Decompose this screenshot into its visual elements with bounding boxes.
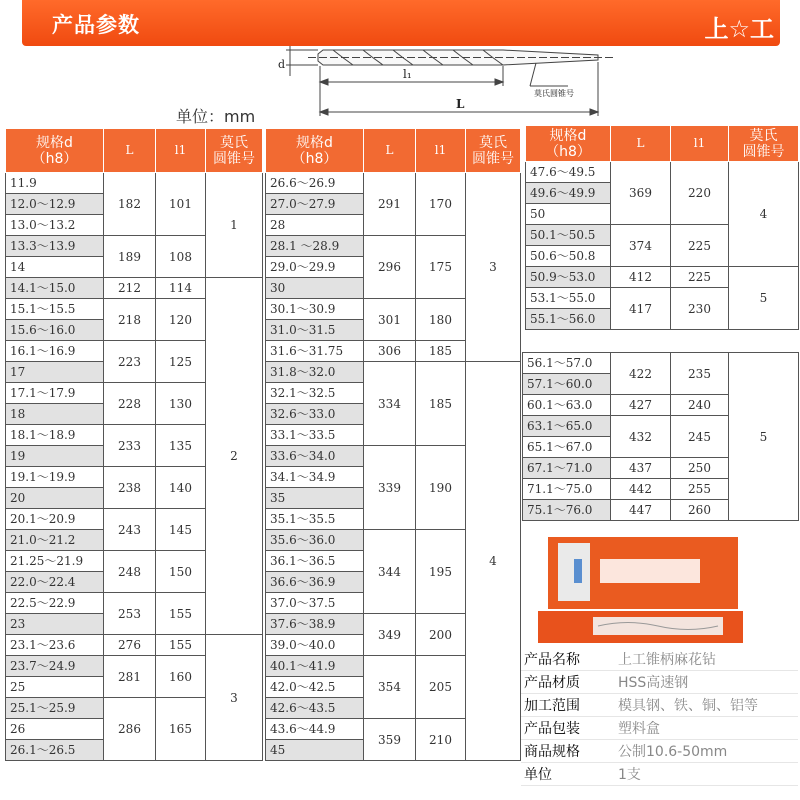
length-cell: 427 [611, 395, 671, 416]
spec-cell: 14.1～15.0 [6, 278, 104, 299]
length-cell: 412 [611, 267, 671, 288]
length-cell: 447 [611, 500, 671, 521]
spec-cell: 28.1 ～28.9 [266, 236, 364, 257]
spec-cell: 25 [6, 677, 104, 698]
spec-cell: 19.1～19.9 [6, 467, 104, 488]
spec-cell: 11.9 [6, 173, 104, 194]
spec-cell: 15.6～16.0 [6, 320, 104, 341]
length-cell: 359 [364, 719, 416, 761]
table-row [526, 162, 799, 183]
spec-cell: 12.0～12.9 [6, 194, 104, 215]
info-row [521, 648, 798, 671]
col-header-L: L [611, 126, 671, 162]
info-label: 加工范围 [524, 698, 580, 714]
length-cell: 306 [364, 341, 416, 362]
length-cell: 218 [104, 299, 156, 341]
taper-label: 莫氏圆锥号 [534, 89, 574, 98]
flute-length-cell: 190 [416, 446, 466, 530]
info-row [521, 694, 798, 717]
table-row [6, 635, 263, 656]
spec-cell: 35 [266, 488, 364, 509]
d-label: d [278, 58, 286, 71]
spec-cell: 36.6～36.9 [266, 572, 364, 593]
col-header-morse: 莫氏 圆锥号 [466, 129, 521, 173]
spec-cell: 13.0～13.2 [6, 215, 104, 236]
length-cell: 437 [611, 458, 671, 479]
col-header-l1: l1 [416, 129, 466, 173]
flute-length-cell: 230 [671, 288, 729, 330]
flute-length-cell: 255 [671, 479, 729, 500]
spec-cell: 34.1～34.9 [266, 467, 364, 488]
spec-cell: 42.6～43.5 [266, 698, 364, 719]
spec-cell: 25.1～25.9 [6, 698, 104, 719]
flute-length-cell: 175 [416, 236, 466, 299]
flute-length-cell: 260 [671, 500, 729, 521]
length-cell: 248 [104, 551, 156, 593]
morse-taper-cell: 5 [729, 353, 799, 521]
info-value: 上工锥柄麻花钻 [618, 652, 716, 668]
spec-cell: 55.1～56.0 [526, 309, 611, 330]
flute-length-cell: 170 [416, 173, 466, 236]
col-header-spec: 规格d （h8） [266, 129, 364, 173]
morse-taper-cell: 1 [206, 173, 263, 278]
spec-cell: 26.6～26.9 [266, 173, 364, 194]
spec-cell: 21.0～21.2 [6, 530, 104, 551]
morse-taper-cell: 5 [729, 267, 799, 330]
flute-length-cell: 180 [416, 299, 466, 341]
spec-cell: 42.0～42.5 [266, 677, 364, 698]
morse-taper-cell: 4 [466, 362, 521, 761]
length-cell: 243 [104, 509, 156, 551]
spec-cell: 45 [266, 740, 364, 761]
morse-taper-cell: 2 [206, 278, 263, 635]
flute-length-cell: 120 [156, 299, 206, 341]
flute-length-cell: 185 [416, 362, 466, 446]
col-header-l1: l1 [156, 129, 206, 173]
spec-cell: 53.1～55.0 [526, 288, 611, 309]
length-cell: 369 [611, 162, 671, 225]
spec-cell: 75.1～76.0 [523, 500, 611, 521]
spec-cell: 23 [6, 614, 104, 635]
flute-length-cell: 114 [156, 278, 206, 299]
L-label: L [456, 97, 465, 111]
drill-dimension-diagram [268, 46, 618, 130]
length-cell: 189 [104, 236, 156, 278]
info-label: 单位 [524, 767, 552, 783]
spec-cell: 22.0～22.4 [6, 572, 104, 593]
spec-cell: 30.1～30.9 [266, 299, 364, 320]
length-cell: 228 [104, 383, 156, 425]
col-header-morse: 莫氏 圆锥号 [206, 129, 263, 173]
product-info-list [521, 648, 798, 786]
flute-length-cell: 210 [416, 719, 466, 761]
spec-cell: 31.6～31.75 [266, 341, 364, 362]
spec-table-right-bottom [522, 352, 799, 521]
length-cell: 233 [104, 425, 156, 467]
spec-cell: 20.1～20.9 [6, 509, 104, 530]
info-row [521, 763, 798, 786]
spec-table-right-top [525, 125, 799, 330]
spec-cell: 67.1～71.0 [523, 458, 611, 479]
length-cell: 253 [104, 593, 156, 635]
spec-cell: 71.1～75.0 [523, 479, 611, 500]
spec-cell: 16.1～16.9 [6, 341, 104, 362]
spec-cell: 32.1～32.5 [266, 383, 364, 404]
spec-cell: 23.7～24.9 [6, 656, 104, 677]
spec-cell: 22.5～22.9 [6, 593, 104, 614]
spec-cell: 37.0～37.5 [266, 593, 364, 614]
info-value: 模具钢、铁、铜、铝等 [618, 698, 758, 714]
length-cell: 339 [364, 446, 416, 530]
length-cell: 291 [364, 173, 416, 236]
info-label: 商品规格 [524, 744, 580, 760]
spec-cell: 26 [6, 719, 104, 740]
spec-cell: 18.1～18.9 [6, 425, 104, 446]
spec-cell: 39.0～40.0 [266, 635, 364, 656]
flute-length-cell: 155 [156, 593, 206, 635]
info-value: HSS高速钢 [618, 675, 689, 691]
spec-cell: 19 [6, 446, 104, 467]
spec-cell: 50 [526, 204, 611, 225]
table-header-row [526, 126, 799, 162]
info-value: 1支 [618, 767, 641, 783]
spec-cell: 56.1～57.0 [523, 353, 611, 374]
length-cell: 422 [611, 353, 671, 395]
header-banner [22, 0, 780, 46]
spec-cell: 32.6～33.0 [266, 404, 364, 425]
l1-label: l₁ [403, 67, 412, 81]
flute-length-cell: 135 [156, 425, 206, 467]
flute-length-cell: 195 [416, 530, 466, 614]
table-row [6, 278, 263, 299]
col-header-spec: 规格d （h8） [526, 126, 611, 162]
length-cell: 417 [611, 288, 671, 330]
spec-cell: 33.1～33.5 [266, 425, 364, 446]
spec-cell: 33.6～34.0 [266, 446, 364, 467]
table-row [6, 173, 263, 194]
spec-cell: 17 [6, 362, 104, 383]
table-row [526, 267, 799, 288]
info-value: 公制10.6-50mm [618, 744, 728, 760]
length-cell: 276 [104, 635, 156, 656]
spec-cell: 35.1～35.5 [266, 509, 364, 530]
length-cell: 212 [104, 278, 156, 299]
table-header-row [6, 129, 263, 173]
info-row [521, 671, 798, 694]
spec-cell: 27.0～27.9 [266, 194, 364, 215]
flute-length-cell: 130 [156, 383, 206, 425]
flute-length-cell: 220 [671, 162, 729, 225]
table-row [523, 353, 799, 374]
info-value: 塑料盒 [618, 721, 660, 737]
morse-taper-cell: 3 [466, 173, 521, 362]
length-cell: 223 [104, 341, 156, 383]
info-row [521, 740, 798, 763]
flute-length-cell: 225 [671, 267, 729, 288]
spec-cell: 36.1～36.5 [266, 551, 364, 572]
spec-cell: 15.1～15.5 [6, 299, 104, 320]
flute-length-cell: 101 [156, 173, 206, 236]
info-label: 产品名称 [524, 652, 580, 668]
spec-cell: 57.1～60.0 [523, 374, 611, 395]
spec-cell: 40.1～41.9 [266, 656, 364, 677]
length-cell: 334 [364, 362, 416, 446]
spec-cell: 17.1～17.9 [6, 383, 104, 404]
col-header-l1: l1 [671, 126, 729, 162]
flute-length-cell: 155 [156, 635, 206, 656]
spec-cell: 47.6～49.5 [526, 162, 611, 183]
spec-cell: 29.0～29.9 [266, 257, 364, 278]
spec-cell: 50.9～53.0 [526, 267, 611, 288]
spec-cell: 35.6～36.0 [266, 530, 364, 551]
flute-length-cell: 185 [416, 341, 466, 362]
spec-table-left [5, 128, 263, 761]
spec-cell: 65.1～67.0 [523, 437, 611, 458]
spec-cell: 30 [266, 278, 364, 299]
table-header-row [266, 129, 521, 173]
flute-length-cell: 245 [671, 416, 729, 458]
flute-length-cell: 250 [671, 458, 729, 479]
spec-cell: 20 [6, 488, 104, 509]
info-label: 产品包装 [524, 721, 580, 737]
spec-cell: 37.6～38.9 [266, 614, 364, 635]
table-row [266, 362, 521, 383]
col-header-L: L [104, 129, 156, 173]
length-cell: 442 [611, 479, 671, 500]
morse-taper-cell: 3 [206, 635, 263, 761]
table-row [266, 173, 521, 194]
length-cell: 286 [104, 698, 156, 761]
spec-cell: 63.1～65.0 [523, 416, 611, 437]
info-label: 产品材质 [524, 675, 580, 691]
spec-cell: 18 [6, 404, 104, 425]
spec-cell: 13.3～13.9 [6, 236, 104, 257]
spec-cell: 14 [6, 257, 104, 278]
spec-cell: 31.0～31.5 [266, 320, 364, 341]
flute-length-cell: 165 [156, 698, 206, 761]
unit-label: 单位：mm [176, 107, 256, 126]
info-row [521, 717, 798, 740]
flute-length-cell: 205 [416, 656, 466, 719]
flute-length-cell: 125 [156, 341, 206, 383]
brand-logo: 上☆工 [704, 15, 774, 43]
morse-taper-cell: 4 [729, 162, 799, 267]
col-header-morse: 莫氏 圆锥号 [729, 126, 799, 162]
length-cell: 374 [611, 225, 671, 267]
spec-cell: 50.6～50.8 [526, 246, 611, 267]
length-cell: 296 [364, 236, 416, 299]
length-cell: 354 [364, 656, 416, 719]
length-cell: 349 [364, 614, 416, 656]
flute-length-cell: 108 [156, 236, 206, 278]
flute-length-cell: 240 [671, 395, 729, 416]
flute-length-cell: 235 [671, 353, 729, 395]
spec-cell: 31.8～32.0 [266, 362, 364, 383]
spec-table-middle [265, 128, 521, 761]
spec-cell: 60.1～63.0 [523, 395, 611, 416]
length-cell: 238 [104, 467, 156, 509]
page-title: 产品参数 [52, 13, 140, 37]
flute-length-cell: 225 [671, 225, 729, 267]
length-cell: 182 [104, 173, 156, 236]
spec-cell: 49.6～49.9 [526, 183, 611, 204]
product-box-image [538, 537, 752, 647]
spec-cell: 21.25～21.9 [6, 551, 104, 572]
spec-cell: 23.1～23.6 [6, 635, 104, 656]
length-cell: 432 [611, 416, 671, 458]
col-header-L: L [364, 129, 416, 173]
flute-length-cell: 200 [416, 614, 466, 656]
spec-cell: 28 [266, 215, 364, 236]
col-header-spec: 规格d （h8） [6, 129, 104, 173]
flute-length-cell: 145 [156, 509, 206, 551]
flute-length-cell: 160 [156, 656, 206, 698]
length-cell: 281 [104, 656, 156, 698]
spec-cell: 26.1～26.5 [6, 740, 104, 761]
flute-length-cell: 150 [156, 551, 206, 593]
flute-length-cell: 140 [156, 467, 206, 509]
spec-cell: 50.1～50.5 [526, 225, 611, 246]
length-cell: 301 [364, 299, 416, 341]
spec-cell: 43.6～44.9 [266, 719, 364, 740]
length-cell: 344 [364, 530, 416, 614]
